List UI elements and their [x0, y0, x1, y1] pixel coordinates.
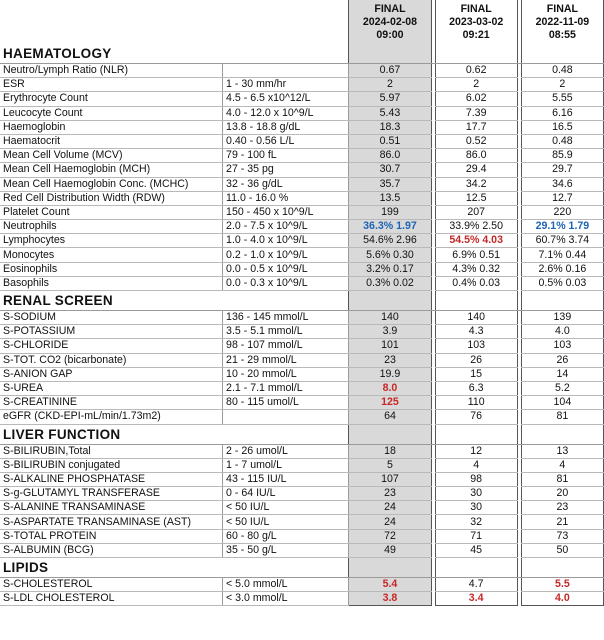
table-row — [0, 367, 604, 381]
result-column-header — [435, 0, 517, 44]
result-value: 98 — [435, 472, 517, 486]
result-value: 18.3 — [349, 120, 431, 134]
reference-range: 21 - 29 mmol/L — [223, 353, 349, 367]
result-value-flagged: 8.0 — [349, 381, 431, 395]
result-value-flagged: 5.4 — [349, 578, 431, 592]
result-value: 24 — [349, 515, 431, 529]
result-value: 23 — [349, 487, 431, 501]
result-value: 0.48 — [521, 134, 603, 148]
reference-range: 2 - 26 umol/L — [223, 444, 349, 458]
test-name: S-CREATININE — [0, 396, 223, 410]
result-value: 14 — [521, 367, 603, 381]
result-value: 85.9 — [521, 149, 603, 163]
test-name: S-TOTAL PROTEIN — [0, 529, 223, 543]
table-row — [0, 578, 604, 592]
table-row — [0, 444, 604, 458]
result-value: 0.52 — [435, 134, 517, 148]
reference-range: < 50 IU/L — [223, 501, 349, 515]
result-value: 26 — [521, 353, 603, 367]
result-value: 0.5% 0.03 — [521, 276, 603, 290]
section-header-row — [0, 558, 604, 578]
reference-range: 4.0 - 12.0 x 10^9/L — [223, 106, 349, 120]
column-date: 2022-11-09 — [535, 15, 590, 28]
result-value: 30 — [435, 501, 517, 515]
result-value: 71 — [435, 529, 517, 543]
test-name: S-ALKALINE PHOSPHATASE — [0, 472, 223, 486]
table-row — [0, 191, 604, 205]
result-value-flagged: 3.8 — [349, 592, 431, 606]
result-value: 49 — [349, 543, 431, 557]
test-name: Leucocyte Count — [0, 106, 223, 120]
section-header-row — [0, 44, 604, 64]
table-row — [0, 410, 604, 424]
result-value: 5.43 — [349, 106, 431, 120]
result-value: 12 — [435, 444, 517, 458]
result-value: 29.4 — [435, 163, 517, 177]
result-value: 23 — [349, 353, 431, 367]
test-name: Mean Cell Haemoglobin Conc. (MCHC) — [0, 177, 223, 191]
result-value: 73 — [521, 529, 603, 543]
result-value: 4.0 — [521, 325, 603, 339]
test-name: S-ALBUMIN (BCG) — [0, 543, 223, 557]
test-name: Mean Cell Haemoglobin (MCH) — [0, 163, 223, 177]
result-value: 34.6 — [521, 177, 603, 191]
reference-range: 0.2 - 1.0 x 10^9/L — [223, 248, 349, 262]
reference-range: 35 - 50 g/L — [223, 543, 349, 557]
result-value: 19.9 — [349, 367, 431, 381]
reference-range: 0.0 - 0.3 x 10^9/L — [223, 276, 349, 290]
test-name: Platelet Count — [0, 205, 223, 219]
reference-range: 3.5 - 5.1 mmol/L — [223, 325, 349, 339]
result-value: 104 — [521, 396, 603, 410]
result-column-header — [349, 0, 431, 44]
result-value: 33.9% 2.50 — [435, 220, 517, 234]
reference-range: 79 - 100 fL — [223, 149, 349, 163]
column-date: 2023-03-02 — [449, 15, 504, 28]
result-value: 199 — [349, 205, 431, 219]
reference-range — [223, 64, 349, 78]
table-row — [0, 234, 604, 248]
result-value: 220 — [521, 205, 603, 219]
test-name: S-g-GLUTAMYL TRANSFERASE — [0, 487, 223, 501]
result-value: 15 — [435, 367, 517, 381]
result-value-flagged: 36.3% 1.97 — [349, 220, 431, 234]
section-title: HAEMATOLOGY — [0, 44, 223, 64]
result-value: 107 — [349, 472, 431, 486]
table-row — [0, 515, 604, 529]
result-value: 3.9 — [349, 325, 431, 339]
table-row — [0, 248, 604, 262]
header-row — [0, 0, 604, 44]
result-value: 5.6% 0.30 — [349, 248, 431, 262]
table-row — [0, 458, 604, 472]
test-name: S-CHOLESTEROL — [0, 578, 223, 592]
reference-range: 4.5 - 6.5 x10^12/L — [223, 92, 349, 106]
result-value: 103 — [435, 339, 517, 353]
result-value: 45 — [435, 543, 517, 557]
result-value: 2.6% 0.16 — [521, 262, 603, 276]
result-value-flagged: 3.4 — [435, 592, 517, 606]
table-row — [0, 149, 604, 163]
result-value: 4.3 — [435, 325, 517, 339]
test-name: Basophils — [0, 276, 223, 290]
result-value: 2 — [521, 78, 603, 92]
result-value: 72 — [349, 529, 431, 543]
test-name: eGFR (CKD-EPI-mL/min/1.73m2) — [0, 410, 223, 424]
result-value: 0.48 — [521, 64, 603, 78]
result-value-flagged: 4.0 — [521, 592, 603, 606]
reference-range: 150 - 450 x 10^9/L — [223, 205, 349, 219]
result-value: 0.51 — [349, 134, 431, 148]
result-value: 101 — [349, 339, 431, 353]
reference-range: 2.1 - 7.1 mmol/L — [223, 381, 349, 395]
table-row — [0, 163, 604, 177]
column-time: 09:00 — [376, 28, 404, 41]
test-name: S-POTASSIUM — [0, 325, 223, 339]
table-row — [0, 134, 604, 148]
table-row — [0, 177, 604, 191]
section-title: LIPIDS — [0, 558, 223, 578]
test-name: S-TOT. CO2 (bicarbonate) — [0, 353, 223, 367]
result-value: 16.5 — [521, 120, 603, 134]
reference-range: 98 - 107 mmol/L — [223, 339, 349, 353]
table-row — [0, 592, 604, 606]
reference-range: 1.0 - 4.0 x 10^9/L — [223, 234, 349, 248]
table-row — [0, 501, 604, 515]
test-name: S-ASPARTATE TRANSAMINASE (AST) — [0, 515, 223, 529]
result-value: 5 — [349, 458, 431, 472]
result-value: 140 — [349, 311, 431, 325]
result-value: 5.2 — [521, 381, 603, 395]
test-name: S-ALANINE TRANSAMINASE — [0, 501, 223, 515]
table-row — [0, 472, 604, 486]
test-name: S-CHLORIDE — [0, 339, 223, 353]
result-value: 12.5 — [435, 191, 517, 205]
reference-range: 27 - 35 pg — [223, 163, 349, 177]
result-value: 20 — [521, 487, 603, 501]
result-value: 140 — [435, 311, 517, 325]
result-value: 2 — [435, 78, 517, 92]
test-name: S-UREA — [0, 381, 223, 395]
result-value: 86.0 — [349, 149, 431, 163]
result-value: 0.4% 0.03 — [435, 276, 517, 290]
result-value: 7.39 — [435, 106, 517, 120]
result-value: 12.7 — [521, 191, 603, 205]
test-name: Eosinophils — [0, 262, 223, 276]
result-value: 18 — [349, 444, 431, 458]
column-time: 09:21 — [462, 28, 490, 41]
result-value: 6.16 — [521, 106, 603, 120]
result-value: 86.0 — [435, 149, 517, 163]
table-row — [0, 396, 604, 410]
column-time: 08:55 — [548, 28, 576, 41]
reference-range: 32 - 36 g/dL — [223, 177, 349, 191]
result-value: 13.5 — [349, 191, 431, 205]
reference-range: 13.8 - 18.8 g/dL — [223, 120, 349, 134]
result-value: 4.7 — [435, 578, 517, 592]
reference-range: 10 - 20 mmol/L — [223, 367, 349, 381]
reference-range — [223, 410, 349, 424]
reference-range: 1 - 7 umol/L — [223, 458, 349, 472]
test-name: Lymphocytes — [0, 234, 223, 248]
result-value: 54.6% 2.96 — [349, 234, 431, 248]
reference-range: < 3.0 mmol/L — [223, 592, 349, 606]
result-value-flagged: 29.1% 1.79 — [521, 220, 603, 234]
result-value: 17.7 — [435, 120, 517, 134]
test-name: S-BILIRUBIN conjugated — [0, 458, 223, 472]
table-row — [0, 543, 604, 557]
result-value: 24 — [349, 501, 431, 515]
table-row — [0, 92, 604, 106]
table-row — [0, 311, 604, 325]
test-name: ESR — [0, 78, 223, 92]
reference-range: < 50 IU/L — [223, 515, 349, 529]
section-title: LIVER FUNCTION — [0, 424, 223, 444]
result-value: 6.3 — [435, 381, 517, 395]
result-value: 81 — [521, 472, 603, 486]
result-value: 30.7 — [349, 163, 431, 177]
result-value-flagged: 5.5 — [521, 578, 603, 592]
result-value: 5.55 — [521, 92, 603, 106]
result-value: 35.7 — [349, 177, 431, 191]
table-row — [0, 205, 604, 219]
test-name: Monocytes — [0, 248, 223, 262]
table-row — [0, 325, 604, 339]
reference-range: < 5.0 mmol/L — [223, 578, 349, 592]
result-value: 139 — [521, 311, 603, 325]
result-value: 64 — [349, 410, 431, 424]
result-value: 7.1% 0.44 — [521, 248, 603, 262]
result-value: 21 — [521, 515, 603, 529]
test-name: Red Cell Distribution Width (RDW) — [0, 191, 223, 205]
table-row — [0, 276, 604, 290]
test-name: S-SODIUM — [0, 311, 223, 325]
result-value-flagged: 54.5% 4.03 — [435, 234, 517, 248]
result-value: 2 — [349, 78, 431, 92]
section-header-row — [0, 424, 604, 444]
result-value: 3.2% 0.17 — [349, 262, 431, 276]
test-name: Neutrophils — [0, 220, 223, 234]
result-value: 23 — [521, 501, 603, 515]
result-value: 207 — [435, 205, 517, 219]
result-value: 60.7% 3.74 — [521, 234, 603, 248]
result-value: 81 — [521, 410, 603, 424]
result-value: 13 — [521, 444, 603, 458]
table-row — [0, 64, 604, 78]
result-value: 0.62 — [435, 64, 517, 78]
table-row — [0, 381, 604, 395]
test-name: Neutro/Lymph Ratio (NLR) — [0, 64, 223, 78]
test-name: Erythrocyte Count — [0, 92, 223, 106]
reference-range: 0 - 64 IU/L — [223, 487, 349, 501]
result-value-flagged: 125 — [349, 396, 431, 410]
result-value: 50 — [521, 543, 603, 557]
result-value: 0.3% 0.02 — [349, 276, 431, 290]
table-row — [0, 78, 604, 92]
reference-range: 2.0 - 7.5 x 10^9/L — [223, 220, 349, 234]
result-value: 4.3% 0.32 — [435, 262, 517, 276]
result-value: 0.67 — [349, 64, 431, 78]
table-row — [0, 339, 604, 353]
reference-range: 43 - 115 IU/L — [223, 472, 349, 486]
reference-range: 1 - 30 mm/hr — [223, 78, 349, 92]
result-value: 32 — [435, 515, 517, 529]
table-row — [0, 220, 604, 234]
result-value: 34.2 — [435, 177, 517, 191]
result-column-header — [521, 0, 603, 44]
result-value: 5.97 — [349, 92, 431, 106]
test-name: Haematocrit — [0, 134, 223, 148]
result-value: 6.9% 0.51 — [435, 248, 517, 262]
test-name: S-ANION GAP — [0, 367, 223, 381]
reference-range: 80 - 115 umol/L — [223, 396, 349, 410]
column-date: 2024-02-08 — [362, 15, 418, 28]
result-value: 4 — [435, 458, 517, 472]
result-value: 110 — [435, 396, 517, 410]
table-row — [0, 120, 604, 134]
test-name: S-BILIRUBIN,Total — [0, 444, 223, 458]
table-row — [0, 262, 604, 276]
result-value: 30 — [435, 487, 517, 501]
column-status: FINAL — [460, 2, 492, 15]
reference-range: 0.40 - 0.56 L/L — [223, 134, 349, 148]
table-row — [0, 487, 604, 501]
section-header-row — [0, 291, 604, 311]
test-name: S-LDL CHOLESTEROL — [0, 592, 223, 606]
result-value: 26 — [435, 353, 517, 367]
reference-range: 60 - 80 g/L — [223, 529, 349, 543]
table-row — [0, 106, 604, 120]
table-row — [0, 529, 604, 543]
table-row — [0, 353, 604, 367]
result-value: 103 — [521, 339, 603, 353]
reference-range: 0.0 - 0.5 x 10^9/L — [223, 262, 349, 276]
reference-range: 11.0 - 16.0 % — [223, 191, 349, 205]
test-name: Haemoglobin — [0, 120, 223, 134]
result-value: 6.02 — [435, 92, 517, 106]
column-status: FINAL — [546, 2, 578, 15]
reference-range: 136 - 145 mmol/L — [223, 311, 349, 325]
column-status: FINAL — [374, 2, 406, 15]
result-value: 29.7 — [521, 163, 603, 177]
result-value: 4 — [521, 458, 603, 472]
result-value: 76 — [435, 410, 517, 424]
section-title: RENAL SCREEN — [0, 291, 223, 311]
test-name: Mean Cell Volume (MCV) — [0, 149, 223, 163]
